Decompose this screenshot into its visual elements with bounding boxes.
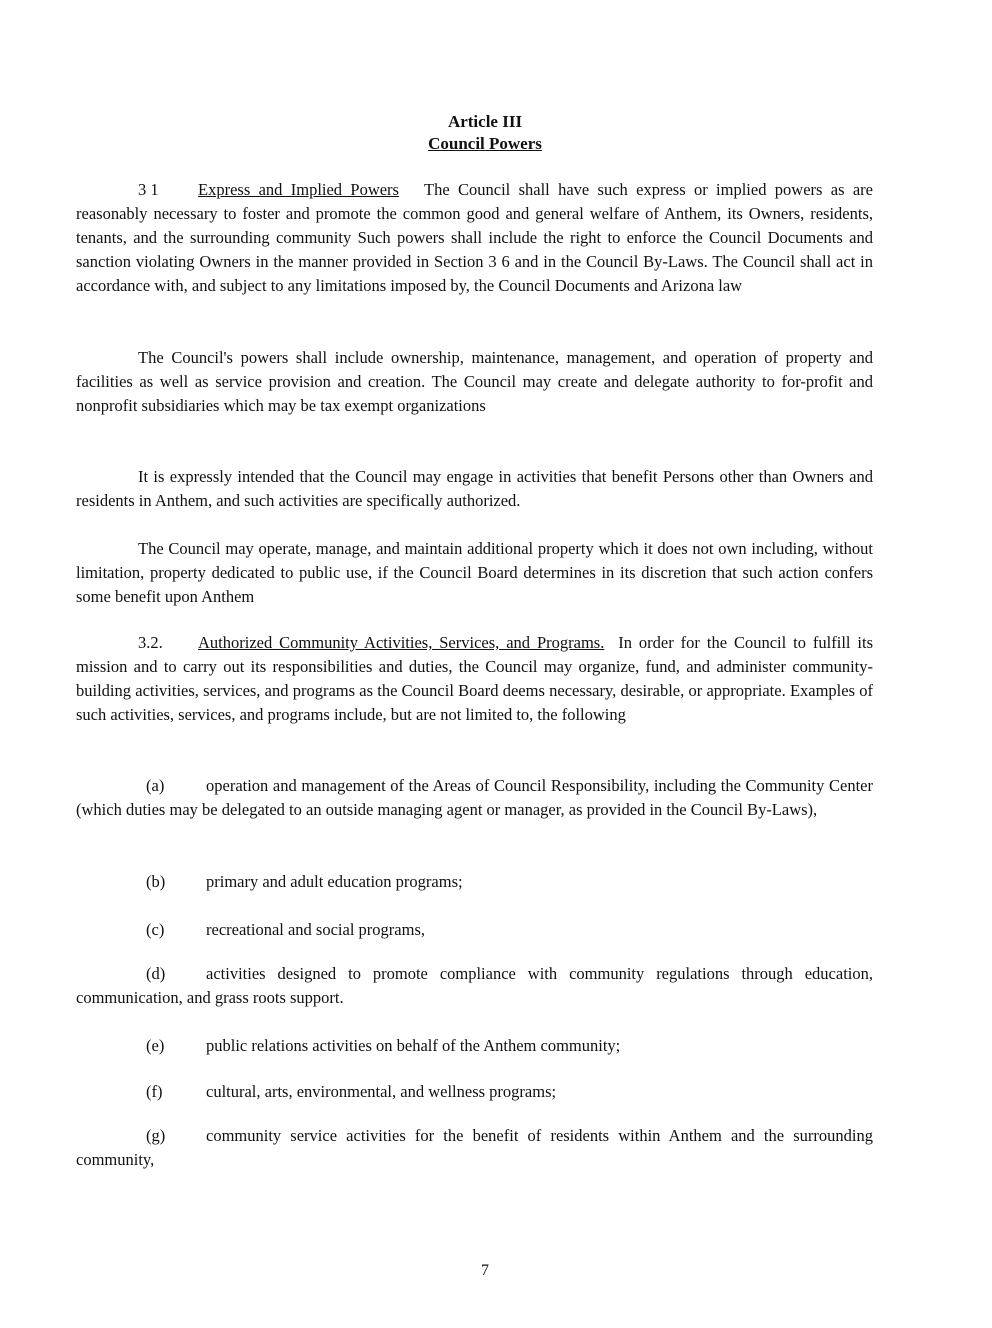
article-number-heading: Article III bbox=[447, 112, 523, 131]
list-item-label: (a) bbox=[146, 776, 165, 795]
list-item-c bbox=[76, 918, 873, 942]
section-3-2-number: 3.2. bbox=[138, 633, 163, 652]
activities-paragraph: It is expressly intended that the Council may engage in activities that benefit Persons other than Owners and residents in Anthem, and such activities are specifically authorized. bbox=[76, 467, 873, 510]
powers-paragraph: The Council's powers shall include ownership, maintenance, management, and operation of property and facilities as well as service provision and creation. The Council may create and delegate authority to for-profit and nonprofit subsidiaries which may be tax exempt organizations bbox=[76, 348, 873, 415]
section-3-1-title: Express and Implied Powers bbox=[198, 180, 399, 199]
section-3-2 bbox=[76, 631, 873, 727]
section-3-1-number: 3 1 bbox=[138, 180, 159, 199]
list-item-text: public relations activities on behalf of the Anthem community; bbox=[206, 1036, 621, 1055]
list-item-label: (d) bbox=[146, 964, 166, 983]
page-number: 7 bbox=[481, 1262, 489, 1279]
list-item-text: activities designed to promote compliance with community regulations through education, communication, and grass roots support. bbox=[76, 964, 873, 1007]
list-item-label: (b) bbox=[146, 872, 166, 891]
list-item-b bbox=[76, 870, 873, 894]
section-3-2-title: Authorized Community Activities, Services, and Programs. bbox=[198, 633, 605, 652]
list-item-text: recreational and social programs, bbox=[206, 920, 425, 939]
list-item-d bbox=[76, 962, 873, 1010]
list-item-text: primary and adult education programs; bbox=[206, 872, 463, 891]
list-item-text: community service activities for the benefit of residents within Anthem and the surrounding community, bbox=[76, 1126, 873, 1169]
list-item-e bbox=[76, 1034, 873, 1058]
list-item-label: (g) bbox=[146, 1126, 166, 1145]
list-item-label: (e) bbox=[146, 1036, 165, 1055]
section-3-1-text: The Council shall have such express or implied powers as are reasonably necessary to foster and promote the common good and general welfare of Anthem, its Owners, residents, tenants, and the surrounding community Such powers shall include the right to enforce the Council Documents and sanction violating Owners in the manner provided in Section 3 6 and in the Council By-Laws. The Council shall act in accordance with, and subject to any limitations imposed by, the Council Documents and Arizona law bbox=[76, 180, 874, 295]
list-item-label: (f) bbox=[146, 1082, 163, 1101]
list-item-label: (c) bbox=[146, 920, 165, 939]
list-item-f bbox=[76, 1080, 873, 1104]
section-3-1 bbox=[76, 178, 873, 298]
list-item-text: operation and management of the Areas of Council Responsibility, including the Community Center (which duties may be delegated to an outside managing agent or manager, as provided in the Council By-Laws), bbox=[76, 776, 873, 819]
additional-property-paragraph: The Council may operate, manage, and maintain additional property which it does not own including, without limitation, property dedicated to public use, if the Council Board determines in its discretion that such action confers some benefit upon Anthem bbox=[76, 539, 873, 606]
list-item-g bbox=[76, 1124, 873, 1172]
article-title: Council Powers bbox=[428, 134, 542, 153]
list-item-text: cultural, arts, environmental, and wellness programs; bbox=[206, 1082, 557, 1101]
section-3-2-text: In order for the Council to fulfill its mission and to carry out its responsibilities and duties, the Council may organize, fund, and administer community-building activities, services, and programs as the Council Board deems necessary, desirable, or appropriate. Examples of such activities, services, and programs include, but are not limited to, the following bbox=[76, 633, 874, 724]
list-item-a bbox=[76, 774, 873, 822]
